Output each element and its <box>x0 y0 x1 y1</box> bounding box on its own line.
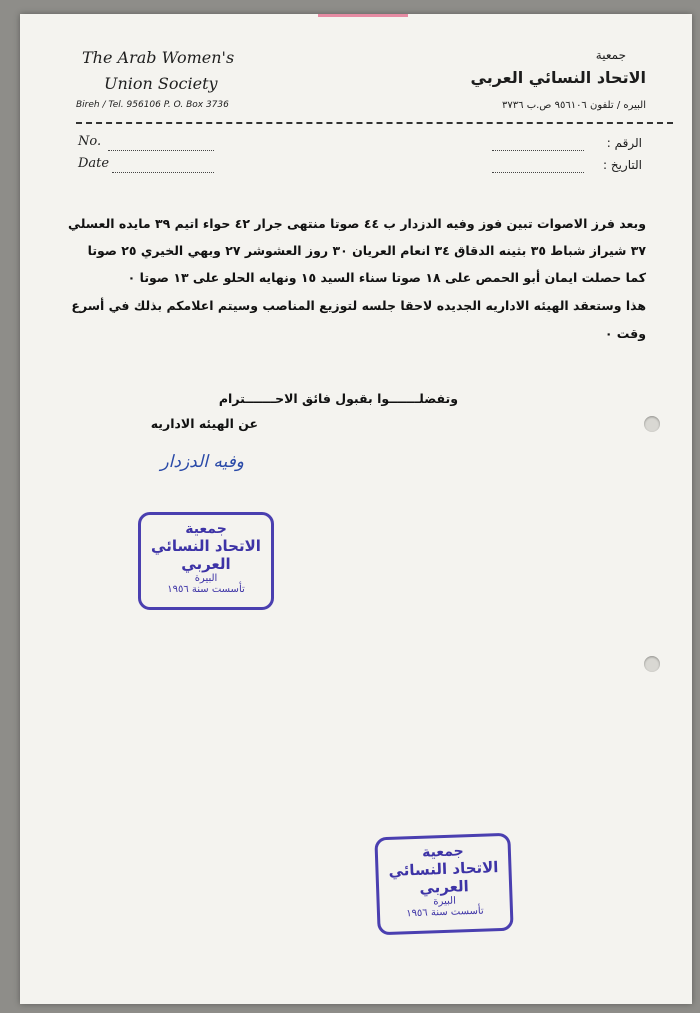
letter-sheet <box>20 14 692 1004</box>
stamp2-line4: تأسست سنة ١٩٥٦ <box>406 905 484 920</box>
organization-stamp <box>138 512 274 610</box>
body-line-4: هذا وستعقد الهيئه الاداريه الجديده لاحقا جلسه لتوزيع المناصب وسيتم اعلامكم بذلك في أسرع <box>71 298 646 313</box>
ar-no-label: الرقم : <box>606 136 642 150</box>
stamp-line4: تأسست سنة ١٩٥٦ <box>167 584 245 595</box>
letterhead-ar-line2: الاتحاد النسائي العربي <box>470 68 646 87</box>
punch-hole-upper <box>644 416 660 432</box>
date-field-line <box>112 172 214 173</box>
closing-line: وتفضلـــــــوا بقبول فائق الاحـــــــترام <box>218 391 458 406</box>
paper-tab <box>318 14 408 17</box>
no-field-line <box>108 150 214 151</box>
organization-stamp-2 <box>374 833 513 936</box>
ar-date-label: التاريخ : <box>602 158 642 172</box>
body-line-2: ٣٧ شيراز شباط ٣٥ بثينه الدقاق ٣٤ انعام العريان ٣٠ روز العشوشر ٢٧ وبهي الخيري ٢٥ صوتا <box>87 243 646 258</box>
letterhead-divider <box>76 122 673 124</box>
punch-hole-lower <box>644 656 660 672</box>
no-label: No. <box>78 134 102 149</box>
from-line: عن الهيئه الاداريه <box>150 416 258 431</box>
letterhead-en-contact: Bireh / Tel. 956106 P. O. Box 3736 <box>76 100 229 110</box>
stamp-line1: جمعية <box>185 521 227 537</box>
letterhead-ar-line1: جمعية <box>595 48 626 62</box>
stamp2-line2: الاتحاد النسائي العربي <box>388 858 499 897</box>
ar-date-field-line <box>492 172 584 173</box>
letterhead-ar-contact: البيره / تلفون ٩٥٦١٠٦ ص.ب ٣٧٣٦ <box>502 100 646 111</box>
letterhead-en-line1: The Arab Women's <box>82 48 235 67</box>
date-label: Date <box>78 156 110 171</box>
body-line-5: وقت ٠ <box>604 326 646 341</box>
letterhead-en-line2: Union Society <box>104 74 218 93</box>
stamp-line2: الاتحاد النسائي العربي <box>151 537 261 573</box>
stamp2-line1: جمعية <box>421 843 464 861</box>
signature: وفيه الدزدار <box>160 452 244 472</box>
ar-no-field-line <box>492 150 584 151</box>
stamp-line3: البيرة <box>194 573 218 584</box>
body-line-3: كما حصلت ايمان أبو الحمص على ١٨ صوتا سناء السيد ١٥ ونهايه الحلو على ١٣ صوتا ٠ <box>127 270 646 285</box>
stamp2-line3: البيرة <box>433 895 457 908</box>
body-line-1: وبعد فرز الاصوات تبين فوز وفيه الدزدار ب ٤٤ صوتا منتهى جرار ٤٢ حواء اتيم ٣٩ مايده العسلي <box>68 216 646 231</box>
